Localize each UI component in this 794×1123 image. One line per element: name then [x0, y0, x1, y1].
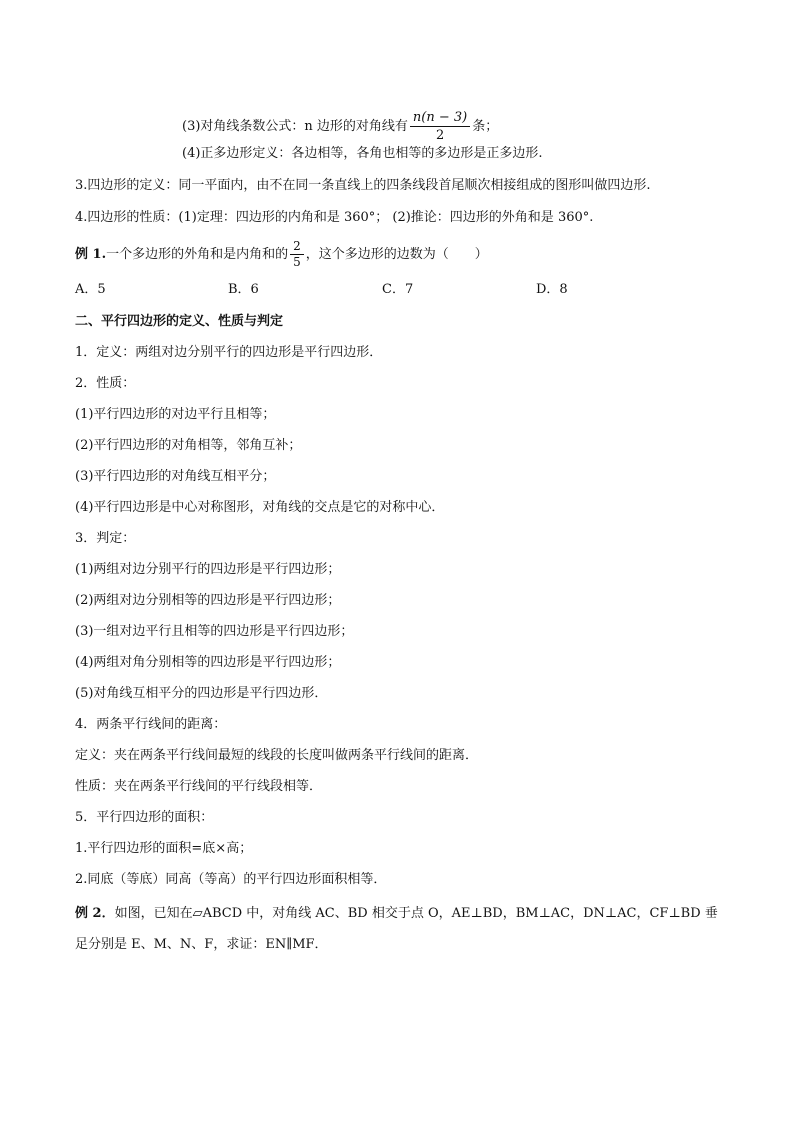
formula-text-pre: (3)对角线条数公式：n 边形的对角线有 — [182, 119, 408, 134]
example-1-label: 例 1. — [75, 247, 107, 262]
judgment-item: (3)一组对边平行且相等的四边形是平行四边形； — [75, 624, 354, 639]
distance-definition: 定义：夹在两条平行线间最短的线段的长度叫做两条平行线间的距离． — [75, 748, 479, 763]
judgment-item: (4)两组对角分别相等的四边形是平行四边形； — [75, 655, 341, 670]
example-1-text-pre: 一个多边形的外角和是内角和的 — [106, 247, 289, 262]
example-2-label: 例 2． — [75, 906, 115, 921]
diagonal-count-formula — [182, 110, 498, 143]
judgment-item: (1)两组对边分别平行的四边形是平行四边形； — [75, 562, 341, 577]
example-1-question — [75, 240, 488, 269]
judgment-item: (5)对角线互相平分的四边形是平行四边形． — [75, 686, 328, 701]
option-a: A．5 — [75, 282, 106, 297]
section-2-heading: 二、平行四边形的定义、性质与判定 — [75, 314, 284, 329]
property-item: (1)平行四边形的对边平行且相等； — [75, 407, 276, 422]
option-b: B．6 — [228, 282, 259, 297]
option-c: C．7 — [382, 282, 414, 297]
judgment-item: (2)两组对边分别相等的四边形是平行四边形； — [75, 593, 341, 608]
example-2-text: 如图，已知在▱ABCD 中，对角线 AC、BD 相交于点 O，AE⊥BD，BM⊥AC，DN⊥AC，CF⊥BD 垂 — [114, 906, 718, 921]
parallelogram-definition: 1．定义：两组对边分别平行的四边形是平行四边形． — [75, 345, 383, 360]
fraction-numerator: 2 — [293, 239, 301, 253]
fraction-denominator: 5 — [290, 254, 304, 269]
formula-text-post: 条； — [472, 119, 499, 134]
property-item: (4)平行四边形是中心对称图形，对角线的交点是它的对称中心． — [75, 500, 445, 515]
distance-property: 性质：夹在两条平行线间的平行线段相等． — [75, 779, 323, 794]
example-2-line-2: 足分别是 E、M、N、F，求证：EN∥MF． — [75, 937, 328, 952]
properties-title: 2．性质： — [75, 376, 136, 391]
option-d: D．8 — [536, 282, 568, 297]
area-formula: 1.平行四边形的面积=底×高； — [75, 841, 253, 856]
quadrilateral-definition: 3.四边形的定义：同一平面内，由不在同一条直线上的四条线段首尾顺次相接组成的图形叫做四边形. — [75, 178, 651, 193]
diagonal-fraction — [410, 110, 470, 143]
distance-title: 4．两条平行线间的距离： — [75, 717, 227, 732]
fraction-numerator: n(n − 3) — [412, 110, 468, 125]
quadrilateral-properties: 4.四边形的性质：(1)定理：四边形的内角和是 360°； (2)推论：四边形的外角和是 360°. — [75, 210, 594, 225]
area-title: 5．平行四边形的面积： — [75, 810, 214, 825]
judgment-title: 3．判定： — [75, 531, 136, 546]
regular-polygon-definition: (4)正多边形定义：各边相等，各角也相等的多边形是正多边形. — [182, 146, 543, 161]
example-1-text-post: ，这个多边形的边数为（ ） — [305, 247, 488, 262]
fraction-denominator: 2 — [410, 126, 470, 143]
property-item: (2)平行四边形的对角相等，邻角互补； — [75, 438, 302, 453]
example-1-fraction — [290, 240, 304, 269]
property-item: (3)平行四边形的对角线互相平分； — [75, 469, 276, 484]
example-2-line-1 — [75, 906, 718, 922]
area-equality: 2.同底（等底）同高（等高）的平行四边形面积相等． — [75, 872, 387, 887]
